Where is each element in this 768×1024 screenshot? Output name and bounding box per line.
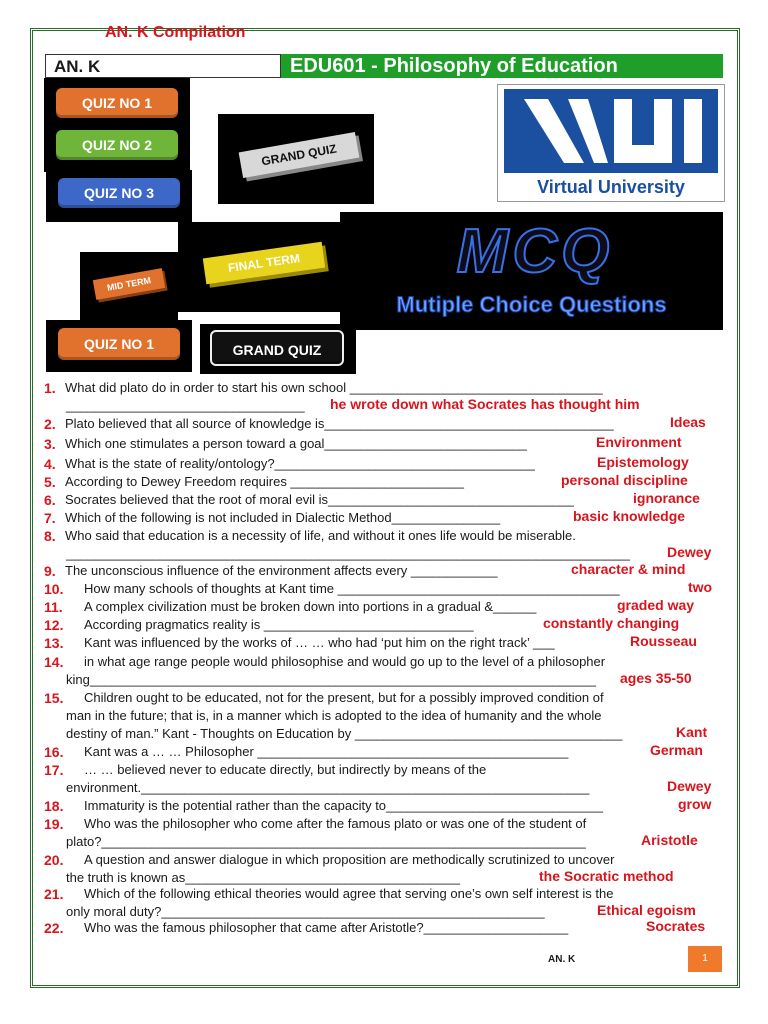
mid-term-panel [80, 252, 178, 320]
answer-text: Ethical egoism [597, 902, 696, 918]
mcq-banner [340, 212, 723, 330]
question-number: 11. [44, 599, 63, 615]
question-text: According pragmatics reality is _____________________________ [84, 617, 474, 632]
question-text: Which of the following is not included in Dialectic Method_______________ [65, 510, 501, 525]
final-term-panel [178, 222, 340, 312]
question-text: only moral duty?_____________________________________________________ [66, 904, 545, 919]
question-text: A question and answer dialogue in which proposition are methodically scrutinized to uncover [84, 852, 615, 867]
question-item [44, 886, 63, 902]
question-number: 14. [44, 654, 64, 670]
quiz1-panel [44, 78, 190, 130]
question-text: How many schools of thoughts at Kant time _______________________________________ [84, 581, 620, 596]
question-item [44, 599, 63, 615]
question-item [44, 816, 63, 832]
question-text: A complex civilization must be broken down into portions in a gradual &______ [84, 599, 537, 614]
question-item [44, 416, 56, 432]
answer-text: Kant [676, 724, 708, 740]
question-number: 22. [44, 920, 64, 936]
question-item [44, 474, 56, 490]
answer-text: German [650, 742, 703, 758]
question-number: 13. [44, 635, 64, 651]
question-text: _________________________________ [66, 398, 305, 413]
question-item [44, 581, 63, 597]
question-text: … … believed never to educate directly, but indirectly by means of the [84, 762, 487, 777]
question-text: Immaturity is the potential rather than the capacity to______________________________ [84, 798, 603, 813]
answer-text: Ideas [670, 414, 706, 430]
grand-quiz-secondary-button[interactable]: GRAND QUIZ [210, 330, 344, 366]
answer-text: Dewey [667, 778, 712, 794]
quiz-no-1-secondary-button[interactable]: QUIZ NO 1 [58, 328, 180, 360]
question-number: 9. [44, 563, 56, 579]
question-number: 10. [44, 581, 64, 597]
question-number: 12. [44, 617, 64, 633]
question-number: 20. [44, 852, 64, 868]
question-item [44, 436, 56, 452]
mcq-subtitle: Mutiple Choice Questions [396, 292, 667, 317]
grand-quiz-3d-button[interactable]: GRAND QUIZ [239, 132, 360, 178]
question-item [44, 744, 63, 760]
question-text: Kant was influenced by the works of … … who had ‘put him on the right track’ ___ [84, 635, 555, 650]
quiz3-panel [46, 170, 192, 222]
question-number: 4. [44, 456, 56, 472]
answer-text: basic knowledge [573, 508, 686, 524]
quiz-no-3-button[interactable]: QUIZ NO 3 [58, 178, 180, 208]
answer-text: character & mind [571, 561, 686, 577]
answer-text: constantly changing [543, 615, 680, 631]
author-cell: AN. K [45, 54, 281, 78]
question-text: Who said that education is a necessity of life, and without it ones life would be miserable. [65, 528, 576, 543]
answer-text: Dewey [667, 544, 712, 560]
question-number: 6. [44, 492, 56, 508]
answer-text: Socrates [646, 918, 706, 934]
question-item [44, 690, 63, 706]
answer-text: Aristotle [641, 832, 698, 848]
grand-quiz-b-panel [200, 324, 356, 374]
question-number: 1. [44, 380, 56, 396]
answer-text: Rousseau [630, 633, 697, 649]
question-number: 19. [44, 816, 64, 832]
question-text: the truth is known as______________________________________ [66, 870, 460, 885]
quiz-no-2-button[interactable]: QUIZ NO 2 [56, 130, 178, 160]
question-text: Who was the philosopher who come after the famous plato or was one of the student of [84, 816, 587, 831]
question-text: According to Dewey Freedom requires ________________________ [65, 474, 464, 489]
question-text: What is the state of reality/ontology?____________________________________ [65, 456, 535, 471]
answer-text: grow [678, 796, 712, 812]
question-item [44, 492, 56, 508]
answer-text: the Socratic method [539, 868, 674, 884]
quiz2-panel [44, 128, 190, 172]
question-text: Who was the famous philosopher that came after Aristotle?____________________ [84, 920, 569, 935]
course-title: EDU601 - Philosophy of Education [281, 54, 723, 78]
question-text: Which one stimulates a person toward a goal____________________________ [65, 436, 527, 451]
answer-text: Environment [596, 434, 682, 450]
question-item [44, 510, 56, 526]
question-text: man in the future; that is, in a manner which is adopted to the idea of humanity and the whole [66, 708, 602, 723]
vu-logo [497, 84, 725, 202]
question-text: What did plato do in order to start his own school ___________________________________ [65, 380, 603, 395]
vu-name: Virtual University [537, 177, 685, 197]
final-term-3d-button[interactable]: FINAL TERM [203, 242, 325, 284]
question-item [44, 380, 56, 396]
question-item [44, 654, 63, 670]
question-text: environment.______________________________________________________________ [66, 780, 590, 795]
question-number: 2. [44, 416, 56, 432]
mid-term-3d-button[interactable]: MID TERM [93, 268, 165, 300]
quiz1b-panel [46, 320, 192, 372]
mcq-title: MCQ [456, 217, 614, 286]
quiz-no-1-button[interactable]: QUIZ NO 1 [56, 88, 178, 118]
question-text: plato?___________________________________________________________________ [66, 834, 586, 849]
question-number: 3. [44, 436, 56, 452]
question-text: Kant was a … … Philosopher ___________________________________________ [84, 744, 569, 759]
question-item [44, 563, 56, 579]
answer-text: personal discipline [561, 472, 688, 488]
question-item [44, 920, 63, 936]
page-number: 1 [688, 946, 722, 972]
question-text: in what age range people would philosophise and would go up to the level of a philosopher [84, 654, 606, 669]
question-item [44, 617, 63, 633]
answer-text: graded way [617, 597, 695, 613]
answer-text: Epistemology [597, 454, 689, 470]
answer-text: ages 35-50 [620, 670, 692, 686]
question-item [44, 852, 63, 868]
question-number: 5. [44, 474, 56, 490]
question-number: 21. [44, 886, 64, 902]
question-number: 8. [44, 528, 56, 544]
question-number: 18. [44, 798, 64, 814]
question-item [44, 798, 63, 814]
question-text: The unconscious influence of the environment affects every ____________ [65, 563, 498, 578]
answer-text: he wrote down what Socrates has thought him [330, 396, 640, 412]
answer-text: two [688, 579, 713, 595]
vu-emblem-icon [504, 89, 718, 173]
question-item [44, 635, 63, 651]
question-item [44, 528, 56, 544]
answer-text: ignorance [633, 490, 700, 506]
question-text: Which of the following ethical theories would agree that serving one’s own self interest is the [84, 886, 614, 901]
grand-quiz-panel [218, 114, 374, 204]
question-text: king______________________________________________________________________ [66, 672, 596, 687]
question-text: Children ought to be educated, not for the present, but for a possibly improved condition of [84, 690, 604, 705]
question-number: 16. [44, 744, 64, 760]
question-item [44, 762, 63, 778]
question-text: ______________________________________________________________________________ [66, 546, 630, 561]
question-number: 15. [44, 690, 64, 706]
footer-author: AN. K [548, 954, 576, 965]
question-text: Plato believed that all source of knowledge is________________________________________ [65, 416, 614, 431]
question-number: 7. [44, 510, 56, 526]
question-number: 17. [44, 762, 64, 778]
question-text: Socrates believed that the root of moral evil is__________________________________ [65, 492, 574, 507]
question-text: destiny of man.” Kant - Thoughts on Education by _____________________________________ [66, 726, 623, 741]
compilation-title: AN. K Compilation [105, 24, 246, 41]
question-item [44, 456, 56, 472]
